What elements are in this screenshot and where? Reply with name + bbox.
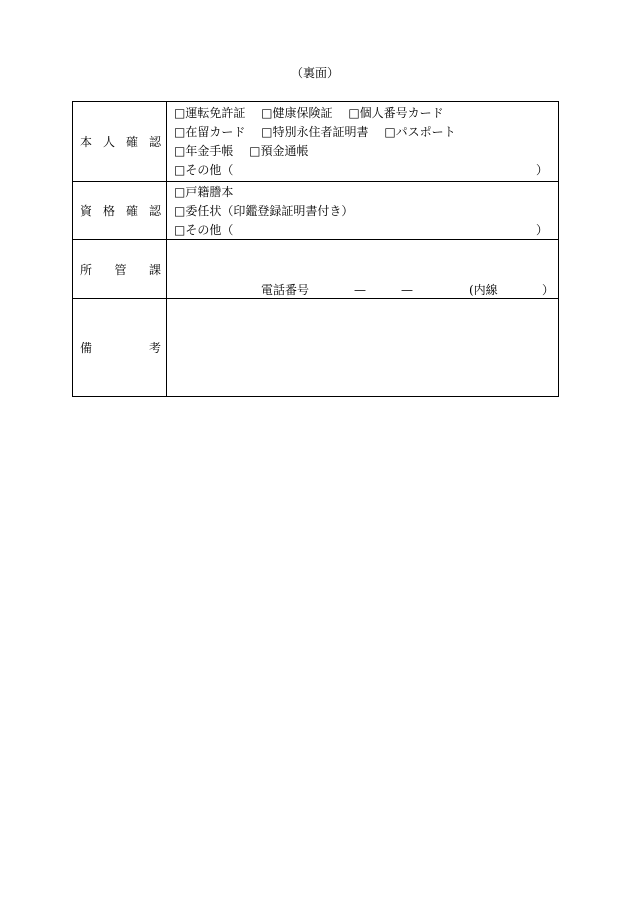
extension-label: (内線: [469, 283, 498, 297]
checkbox-my-number-card[interactable]: □個人番号カード: [348, 106, 444, 120]
qualification-label-char: 認: [148, 204, 161, 218]
remarks-label: [73, 299, 167, 396]
checkbox-drivers-license[interactable]: □運転免許証: [174, 106, 246, 120]
checkbox-bankbook[interactable]: □預金通帳: [249, 144, 309, 158]
identity-check-options: [167, 102, 558, 181]
identity-options-line: [174, 123, 548, 141]
identity-other-line: [174, 161, 548, 179]
department-label-char: 所: [80, 262, 93, 277]
checkbox-special-permanent-resident-cert[interactable]: □特別永住者証明書: [261, 125, 369, 139]
confirmation-form-table: [72, 101, 559, 397]
identity-other-close-paren: ）: [535, 163, 548, 177]
phone-number-label: 電話番号: [261, 283, 310, 297]
remarks-label-char: 考: [148, 341, 161, 355]
qualification-check-label: [73, 182, 167, 239]
identity-options-line: [174, 142, 548, 160]
qualification-label-char: 格: [102, 204, 115, 218]
remarks-row: [73, 299, 558, 396]
identity-label-char: 確: [125, 135, 138, 149]
checkbox-family-register[interactable]: □戸籍謄本: [174, 185, 234, 199]
checkbox-passport[interactable]: □パスポート: [384, 125, 456, 139]
qualification-check-row: [73, 182, 558, 240]
department-row: [73, 240, 558, 299]
identity-label-char: 認: [148, 135, 161, 149]
identity-label-char: 人: [102, 135, 115, 149]
qualification-label-char: 資: [80, 204, 93, 218]
remarks-content-area[interactable]: [167, 299, 558, 396]
phone-dash: —: [401, 283, 413, 297]
identity-check-row: [73, 102, 558, 182]
identity-check-label: [73, 102, 167, 181]
remarks-label-char: 備: [80, 341, 93, 355]
page-title: （裏面）: [290, 66, 339, 80]
department-label-char: 管: [114, 262, 127, 277]
extension-close-paren: ）: [542, 283, 555, 297]
department-content: [167, 240, 558, 298]
qualification-options-line: [174, 183, 548, 201]
identity-options-line: [174, 104, 548, 122]
identity-label-char: 本: [80, 135, 93, 149]
qualification-other-close-paren: ）: [535, 223, 548, 237]
qualification-other-line: [174, 221, 548, 239]
checkbox-qualification-other[interactable]: □その他（: [174, 223, 234, 237]
qualification-check-options: [167, 182, 558, 239]
checkbox-identity-other[interactable]: □その他（: [174, 163, 234, 177]
checkbox-residence-card[interactable]: □在留カード: [174, 125, 246, 139]
department-label: [73, 240, 167, 298]
qualification-label-char: 確: [125, 204, 138, 218]
phone-dash: —: [354, 283, 366, 297]
qualification-options-line: [174, 202, 548, 220]
checkbox-pension-book[interactable]: □年金手帳: [174, 144, 234, 158]
checkbox-power-of-attorney[interactable]: □委任状（印鑑登録証明書付き）: [174, 204, 354, 218]
checkbox-health-insurance-card[interactable]: □健康保険証: [261, 106, 333, 120]
department-label-char: 課: [148, 262, 161, 277]
